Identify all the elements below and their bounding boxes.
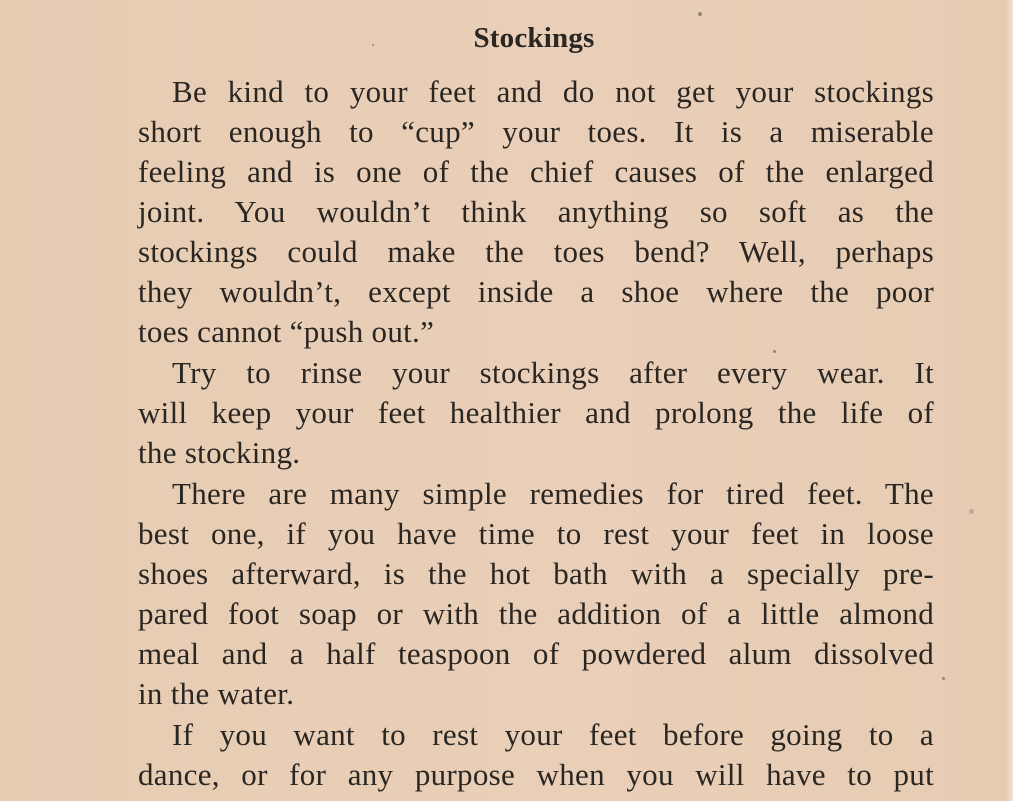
paragraph-2-line-2: will keep your feet healthier and prolong the life of (138, 395, 934, 430)
paragraph-3-line-3: shoes afterward, is the hot bath with a specially pre- (138, 556, 934, 591)
paragraph-2-line-1: Try to rinse your stockings after every wear. It (172, 355, 934, 390)
paragraph-1-line-7: toes cannot “push out.” (138, 314, 435, 349)
section-heading: Stockings (473, 22, 595, 54)
paragraph-3-line-1: There are many simple remedies for tired feet. The (172, 476, 934, 511)
paragraph-1-line-5: stockings could make the toes bend? Well, perhaps (138, 234, 934, 269)
scan-speck (372, 44, 374, 46)
paragraph-4-line-1: If you want to rest your feet before going to a (172, 717, 934, 752)
scan-speck (969, 509, 974, 514)
scan-speck (698, 12, 702, 16)
paragraph-4-line-2: dance, or for any purpose when you will have to put (138, 757, 934, 792)
paragraph-3-line-5: meal and a half teaspoon of powdered alum dissolved (138, 636, 934, 671)
paragraph-1-line-1: Be kind to your feet and do not get your stockings (172, 74, 934, 109)
scan-speck (942, 677, 945, 680)
paragraph-1-line-3: feeling and is one of the chief causes of the enlarged (138, 154, 934, 189)
page-edge (1006, 0, 1013, 801)
paragraph-3-line-2: best one, if you have time to rest your feet in loose (138, 516, 934, 551)
paragraph-1-line-4: joint. You wouldn’t think anything so soft as the (138, 194, 934, 229)
paragraph-2-line-3: the stocking. (138, 435, 301, 470)
paragraph-3-line-4: pared foot soap or with the addition of a little almond (138, 596, 934, 631)
scan-speck (773, 350, 776, 353)
paragraph-3-line-6: in the water. (138, 676, 295, 711)
paragraph-1-line-6: they wouldn’t, except inside a shoe where the poor (138, 274, 934, 309)
paragraph-1-line-2: short enough to “cup” your toes. It is a miserable (138, 114, 934, 149)
